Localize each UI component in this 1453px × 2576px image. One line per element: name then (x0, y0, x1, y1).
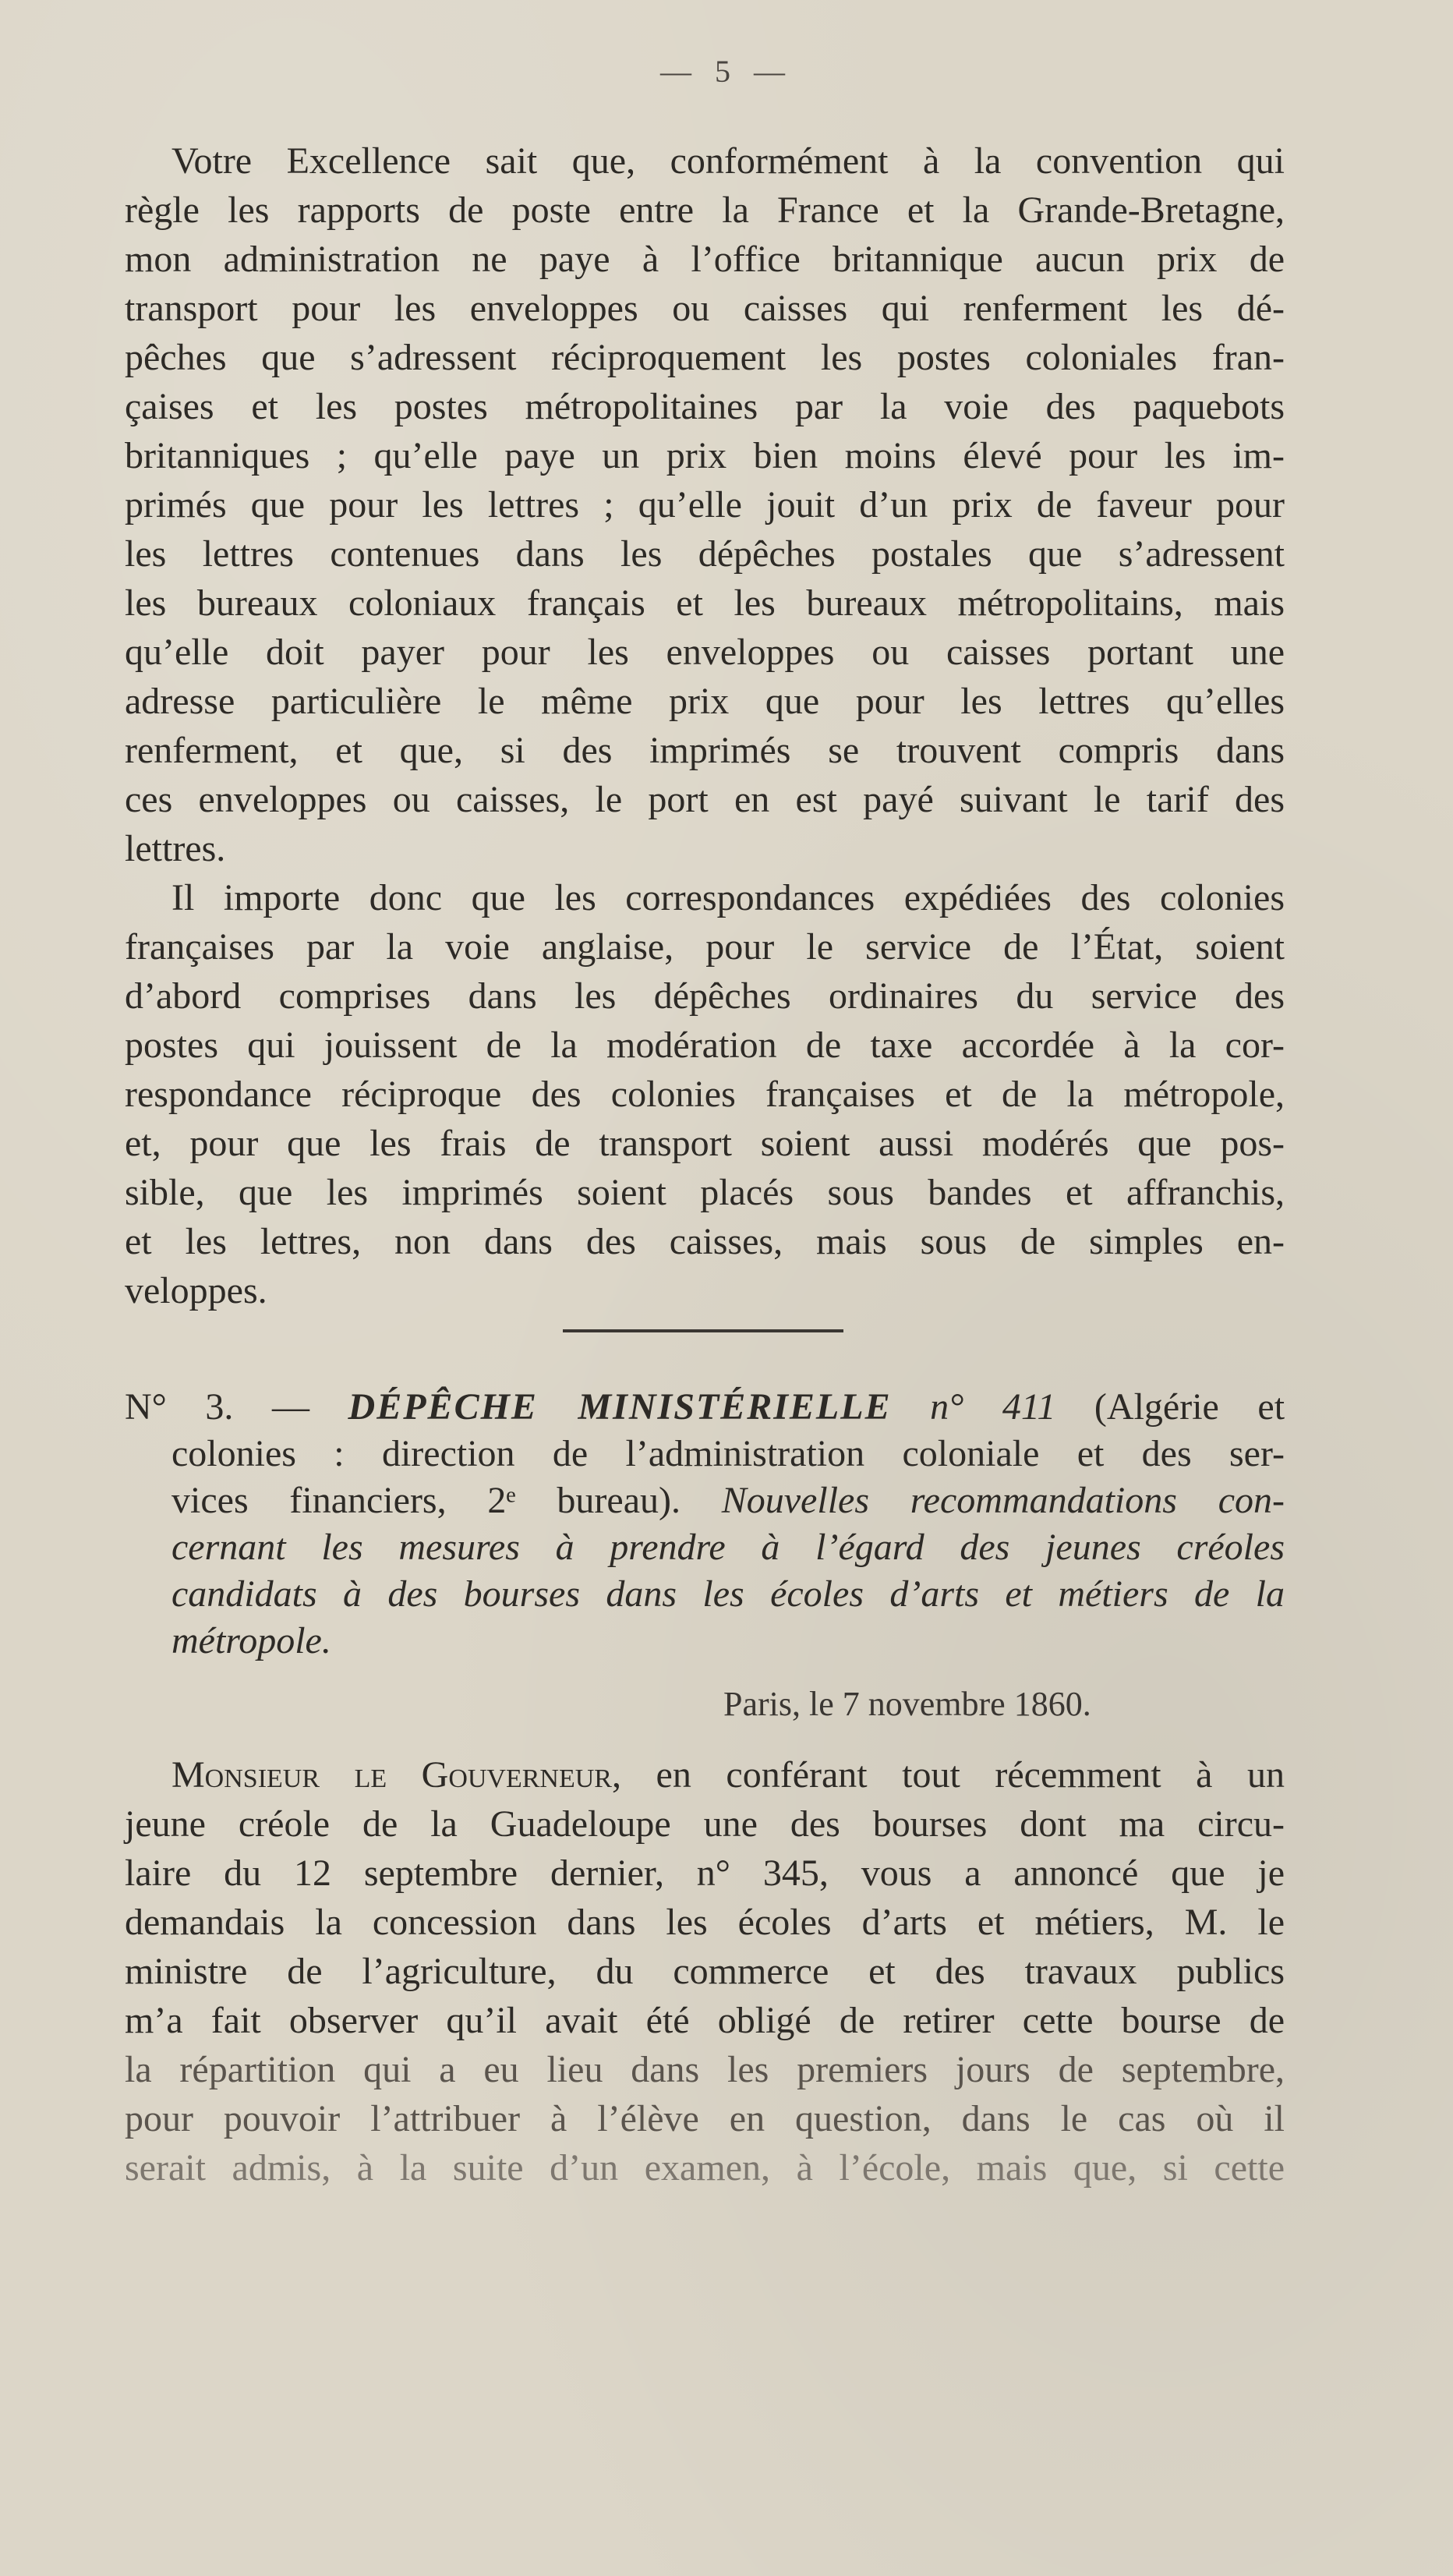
paragraph-3 (125, 1750, 1285, 2192)
text-line: règle les rapports de poste entre la France et la Grande-Bretagne, (125, 189, 1285, 231)
heading-summary-start: Nouvelles recommandations con- (721, 1480, 1285, 1521)
paragraph-2 (125, 873, 1285, 1315)
text-line: sible, que les imprimés soient placés sous bandes et affranchis, (125, 1172, 1285, 1213)
text-line: les lettres contenues dans les dépêches postales que s’adressent (125, 533, 1285, 575)
document-number: N° 3. — (125, 1386, 309, 1428)
text-line: serait admis, à la suite d’un examen, à l’école, mais que, si cette (125, 2147, 1285, 2189)
text-line: Votre Excellence sait que, conformément à la convention qui (171, 140, 1285, 182)
text-line: britanniques ; qu’elle paye un prix bien moins élevé pour les im- (125, 435, 1285, 476)
document-heading (125, 1384, 1285, 1665)
heading-line-5: candidats à des bourses dans les écoles d’arts et métiers de la (171, 1573, 1285, 1615)
text-line: demandais la concession dans les écoles d’arts et métiers, M. le (125, 1902, 1285, 1943)
text-line: ces enveloppes ou caisses, le port en est payé suivant le tarif des (125, 779, 1285, 820)
text-line: d’abord comprises dans les dépêches ordinaires du service des (125, 975, 1285, 1017)
text-line: laire du 12 septembre dernier, n° 345, vous a annoncé que je (125, 1852, 1285, 1894)
heading-subject-start: (Algérie et (1094, 1386, 1285, 1428)
text-line: la répartition qui a eu lieu dans les premiers jours de septembre, (125, 2049, 1285, 2090)
document-title: DÉPÊCHE MINISTÉRIELLE (348, 1386, 892, 1428)
salutation-continuation: en conférant tout récemment à un (656, 1754, 1285, 1796)
heading-bureau: vices financiers, 2ᵉ bureau). (171, 1480, 681, 1521)
heading-line-2: colonies : direction de l’administration coloniale et des ser- (171, 1433, 1285, 1474)
paragraph-1 (125, 136, 1285, 873)
text-line: pour pouvoir l’attribuer à l’élève en question, dans le cas où il (125, 2098, 1285, 2139)
heading-line-3 (125, 1477, 1285, 1524)
text-line: postes qui jouissent de la modération de taxe accordée à la cor- (125, 1024, 1285, 1066)
text-line: jeune créole de la Guadeloupe une des bourses dont ma circu- (125, 1803, 1285, 1845)
heading-line-1 (125, 1384, 1285, 1431)
text-line: çaises et les postes métropolitaines par la voie des paquebots (125, 386, 1285, 427)
text-line: qu’elle doit payer pour les enveloppes ou caisses portant une (125, 632, 1285, 673)
text-line: veloppes. (125, 1270, 267, 1311)
text-line: pêches que s’adressent réciproquement les postes coloniales fran- (125, 337, 1285, 378)
text-line: transport pour les enveloppes ou caisses qui renferment les dé- (125, 288, 1285, 329)
text-line: ministre de l’agriculture, du commerce et des travaux publics (125, 1951, 1285, 1992)
text-line: primés que pour les lettres ; qu’elle jouit d’un prix de faveur pour (125, 484, 1285, 525)
text-line: adresse particulière le même prix que pour les lettres qu’elles (125, 681, 1285, 722)
text-line: renferment, et que, si des imprimés se trouvent compris dans (125, 730, 1285, 771)
text-line: les bureaux coloniaux français et les bureaux métropolitains, mais (125, 582, 1285, 624)
section-divider (563, 1329, 843, 1332)
dateline: Paris, le 7 novembre 1860. (723, 1685, 1091, 1723)
document-reference: n° 411 (930, 1386, 1056, 1428)
text-line: et, pour que les frais de transport soient aussi modérés que pos- (125, 1123, 1285, 1164)
text-line: lettres. (125, 828, 226, 869)
salutation: Monsieur le Gouverneur, (171, 1754, 621, 1796)
text-line (125, 1750, 1285, 1799)
text-line: et les lettres, non dans des caisses, mais sous de simples en- (125, 1221, 1285, 1262)
text-line: m’a fait observer qu’il avait été obligé de retirer cette bourse de (125, 2000, 1285, 2041)
page-number: — 5 — (660, 54, 793, 89)
heading-line-6: métropole. (171, 1620, 331, 1661)
text-line: Il importe donc que les correspondances expédiées des colonies (171, 877, 1285, 918)
text-line: mon administration ne paye à l’office britannique aucun prix de (125, 239, 1285, 280)
text-line: respondance réciproque des colonies françaises et de la métropole, (125, 1074, 1285, 1115)
text-line: françaises par la voie anglaise, pour le service de l’État, soient (125, 926, 1285, 968)
heading-line-4: cernant les mesures à prendre à l’égard des jeunes créoles (171, 1527, 1285, 1568)
